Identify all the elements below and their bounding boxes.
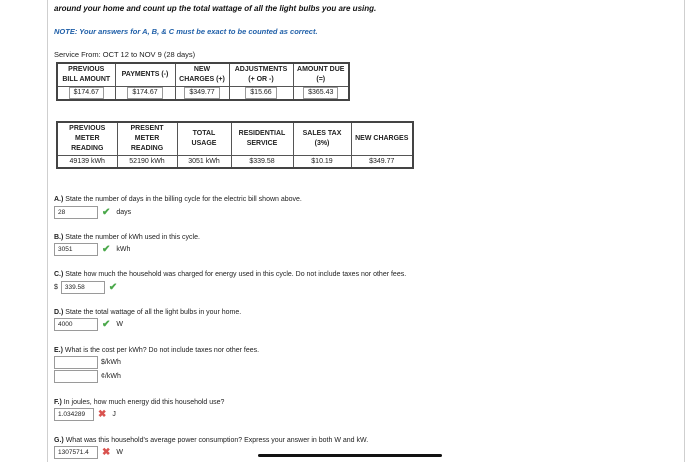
unit-label: W — [116, 449, 123, 456]
unit-label: days — [116, 209, 132, 216]
table-cell: $174.67 — [57, 87, 115, 101]
unit-label: $/kWh — [101, 359, 121, 366]
table-header: PREVIOUS METER READING — [57, 122, 117, 156]
question-d: D.) State the total wattage of all the light bulbs in your home. — [54, 309, 242, 316]
answer-g-input[interactable]: 1307571.4 — [54, 446, 98, 459]
unit-label: W — [116, 321, 123, 328]
currency-prefix: $ — [54, 284, 58, 291]
answer-c-input[interactable]: 339.58 — [61, 281, 105, 294]
check-icon: ✔ — [102, 319, 111, 330]
answer-e-cent-input[interactable] — [54, 370, 98, 383]
table-cell: $349.77 — [351, 156, 413, 168]
table-cell: 3051 kWh — [177, 156, 231, 168]
x-icon: ✖ — [102, 447, 111, 458]
intro-text: around your home and count up the total wattage of all the light bulbs you are using. — [54, 4, 377, 13]
question-b: B.) State the number of kWh used in this cycle. — [54, 234, 200, 241]
answer-g — [54, 446, 123, 459]
question-g: G.) What was this household's average power consumption? Express your answer in both W and kW. — [54, 437, 369, 444]
answer-d — [54, 318, 123, 331]
note-text: NOTE: Your answers for A, B, & C must be exact to be counted as correct. — [54, 27, 318, 36]
answer-d-input[interactable]: 4000 — [54, 318, 98, 331]
table-cell: 49139 kWh — [57, 156, 117, 168]
answer-a-input[interactable]: 28 — [54, 206, 98, 219]
table-header: ADJUSTMENTS (+ OR -) — [229, 63, 293, 87]
table-header: PAYMENTS (-) — [115, 63, 175, 87]
check-icon: ✔ — [102, 207, 111, 218]
check-icon: ✔ — [108, 282, 118, 293]
answer-b-input[interactable]: 3051 — [54, 243, 98, 256]
answer-e-1 — [54, 356, 121, 369]
unit-label: ¢/kWh — [101, 373, 121, 380]
answer-f-input[interactable]: 1.034289 — [54, 408, 94, 421]
question-e: E.) What is the cost per kWh? Do not include taxes nor other fees. — [54, 347, 260, 354]
table-cell: $15.66 — [229, 87, 293, 101]
service-period: Service From: OCT 12 to NOV 9 (28 days) — [54, 50, 196, 59]
question-c: C.) State how much the household was charged for energy used in this cycle. Do not include taxes nor other fees. — [54, 271, 407, 278]
table-header: NEW CHARGES — [351, 122, 413, 156]
answer-a — [54, 206, 131, 219]
question-a: A.) State the number of days in the billing cycle for the electric bill shown above. — [54, 196, 302, 203]
answer-e-2 — [54, 370, 121, 383]
home-indicator-bar[interactable] — [258, 454, 442, 457]
table-cell: 52190 kWh — [117, 156, 177, 168]
answer-e-dollar-input[interactable] — [54, 356, 98, 369]
table-header: PRESENT METER READING — [117, 122, 177, 156]
question-f: F.) In joules, how much energy did this household use? — [54, 399, 225, 406]
table-header: NEW CHARGES (+) — [175, 63, 229, 87]
bill-summary-table — [56, 62, 350, 101]
table-header: AMOUNT DUE (=) — [293, 63, 349, 87]
table-header: TOTAL USAGE — [177, 122, 231, 156]
table-cell: $174.67 — [115, 87, 175, 101]
meter-usage-table — [56, 121, 414, 169]
x-icon: ✖ — [98, 409, 107, 420]
unit-label: kWh — [116, 246, 131, 253]
answer-b — [54, 243, 130, 256]
answer-f — [54, 408, 116, 421]
table-header: PREVIOUS BILL AMOUNT — [57, 63, 115, 87]
table-cell: $365.43 — [293, 87, 349, 101]
table-header: RESIDENTIAL SERVICE — [231, 122, 293, 156]
table-cell: $339.58 — [231, 156, 293, 168]
unit-label: J — [112, 411, 116, 418]
table-cell: $349.77 — [175, 87, 229, 101]
check-icon: ✔ — [102, 244, 111, 255]
table-header: SALES TAX (3%) — [293, 122, 351, 156]
table-cell: $10.19 — [293, 156, 351, 168]
answer-c — [54, 281, 121, 294]
